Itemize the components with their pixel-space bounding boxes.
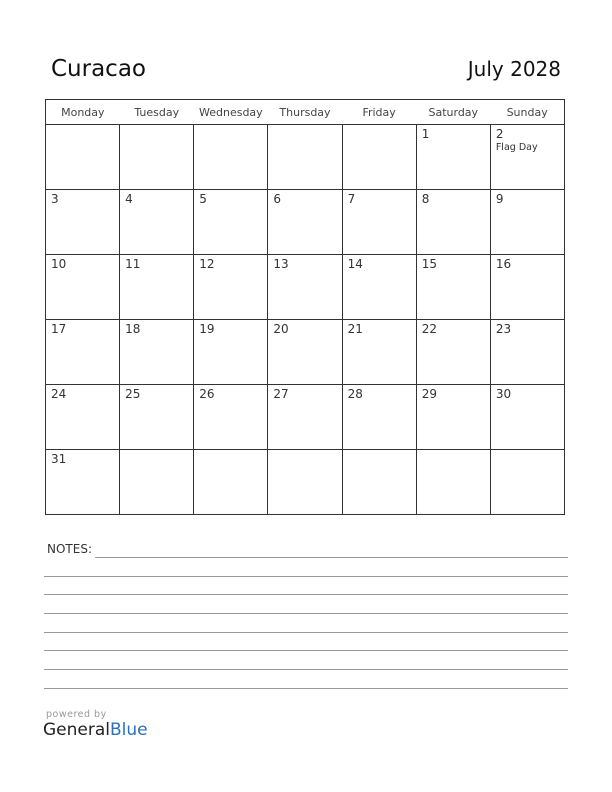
- day-cell[interactable]: [120, 450, 194, 515]
- day-cell[interactable]: [416, 190, 490, 255]
- day-number: 8: [421, 192, 430, 206]
- note-line: [44, 613, 568, 614]
- week-row: [46, 450, 565, 515]
- powered-by-text: powered by: [46, 709, 107, 720]
- day-number: 26: [199, 387, 215, 401]
- weekday-tuesday: Tuesday: [120, 100, 194, 125]
- day-cell[interactable]: [194, 450, 268, 515]
- day-cell[interactable]: [342, 385, 416, 450]
- day-cell[interactable]: [342, 320, 416, 385]
- week-row: [46, 320, 565, 385]
- day-cell[interactable]: [342, 190, 416, 255]
- day-number: 9: [495, 192, 504, 206]
- day-cell[interactable]: [46, 190, 120, 255]
- day-cell[interactable]: [120, 255, 194, 320]
- brand-name-part1: General: [43, 720, 110, 740]
- weekday-friday: Friday: [342, 100, 416, 125]
- day-number: 14: [347, 257, 363, 271]
- day-cell[interactable]: [46, 450, 120, 515]
- day-number: 22: [421, 322, 437, 336]
- day-number: 19: [199, 322, 215, 336]
- day-number: 2: [495, 127, 504, 141]
- day-number: 4: [125, 192, 133, 206]
- weekday-saturday: Saturday: [416, 100, 490, 125]
- day-number: 5: [199, 192, 207, 206]
- day-cell[interactable]: [268, 320, 342, 385]
- day-cell[interactable]: [268, 255, 342, 320]
- day-number: 17: [51, 322, 67, 336]
- day-cell[interactable]: [120, 320, 194, 385]
- note-line: [44, 576, 568, 577]
- note-line: [44, 688, 568, 689]
- day-cell[interactable]: [194, 255, 268, 320]
- calendar-grid: [45, 99, 565, 515]
- day-number: 31: [51, 452, 67, 466]
- day-number: 27: [273, 387, 289, 401]
- day-cell[interactable]: [416, 385, 490, 450]
- weekday-monday: Monday: [46, 100, 120, 125]
- day-cell[interactable]: [268, 125, 342, 190]
- day-number: 10: [51, 257, 67, 271]
- day-number: 1: [421, 127, 430, 141]
- day-cell[interactable]: [46, 255, 120, 320]
- day-number: 16: [495, 257, 512, 271]
- notes-label: NOTES:: [47, 542, 92, 556]
- weekday-wednesday: Wednesday: [194, 100, 268, 125]
- day-cell[interactable]: [268, 450, 342, 515]
- day-cell[interactable]: [120, 385, 194, 450]
- weekday-header-row: [46, 100, 565, 125]
- day-cell[interactable]: [416, 450, 490, 515]
- day-number: 24: [51, 387, 67, 401]
- weekday-thursday: Thursday: [268, 100, 342, 125]
- day-cell[interactable]: [194, 125, 268, 190]
- day-cell[interactable]: [490, 125, 564, 190]
- weekday-sunday: Sunday: [490, 100, 564, 125]
- note-line: [44, 669, 568, 670]
- day-number: 25: [125, 387, 141, 401]
- day-number: 12: [199, 257, 215, 271]
- country-title: Curacao: [51, 56, 146, 82]
- week-row: [46, 190, 565, 255]
- day-number: 3: [51, 192, 59, 206]
- week-row: [46, 125, 565, 190]
- day-cell[interactable]: [342, 255, 416, 320]
- day-cell[interactable]: [268, 385, 342, 450]
- day-number: 11: [125, 257, 141, 271]
- holiday-label: Flag Day: [495, 142, 538, 153]
- month-title: July 2028: [467, 57, 561, 81]
- note-line: [44, 650, 568, 651]
- day-cell[interactable]: [490, 450, 564, 515]
- day-number: 30: [495, 387, 512, 401]
- day-cell[interactable]: [416, 255, 490, 320]
- day-number: 18: [125, 322, 141, 336]
- day-number: 28: [347, 387, 363, 401]
- day-cell[interactable]: [194, 190, 268, 255]
- day-cell[interactable]: [46, 385, 120, 450]
- note-line: [44, 632, 568, 633]
- day-cell[interactable]: [120, 190, 194, 255]
- day-number: 15: [421, 257, 437, 271]
- brand-name-part2: Blue: [110, 720, 148, 740]
- note-line: [95, 557, 568, 558]
- day-cell[interactable]: [490, 320, 564, 385]
- week-row: [46, 385, 565, 450]
- day-number: 13: [273, 257, 289, 271]
- day-number: 7: [347, 192, 356, 206]
- day-cell[interactable]: [342, 125, 416, 190]
- day-number: 21: [347, 322, 363, 336]
- day-number: 29: [421, 387, 437, 401]
- day-cell[interactable]: [490, 385, 564, 450]
- day-cell[interactable]: [194, 320, 268, 385]
- day-cell[interactable]: [46, 320, 120, 385]
- day-number: 6: [273, 192, 282, 206]
- week-row: [46, 255, 565, 320]
- brand-logo[interactable]: [43, 720, 148, 740]
- day-cell[interactable]: [490, 190, 564, 255]
- day-cell[interactable]: [120, 125, 194, 190]
- day-cell[interactable]: [268, 190, 342, 255]
- day-cell[interactable]: [194, 385, 268, 450]
- day-cell[interactable]: [416, 320, 490, 385]
- day-cell[interactable]: [490, 255, 564, 320]
- day-cell[interactable]: [342, 450, 416, 515]
- day-cell[interactable]: [46, 125, 120, 190]
- day-cell[interactable]: [416, 125, 490, 190]
- day-number: 23: [495, 322, 512, 336]
- note-line: [44, 594, 568, 595]
- day-number: 20: [273, 322, 289, 336]
